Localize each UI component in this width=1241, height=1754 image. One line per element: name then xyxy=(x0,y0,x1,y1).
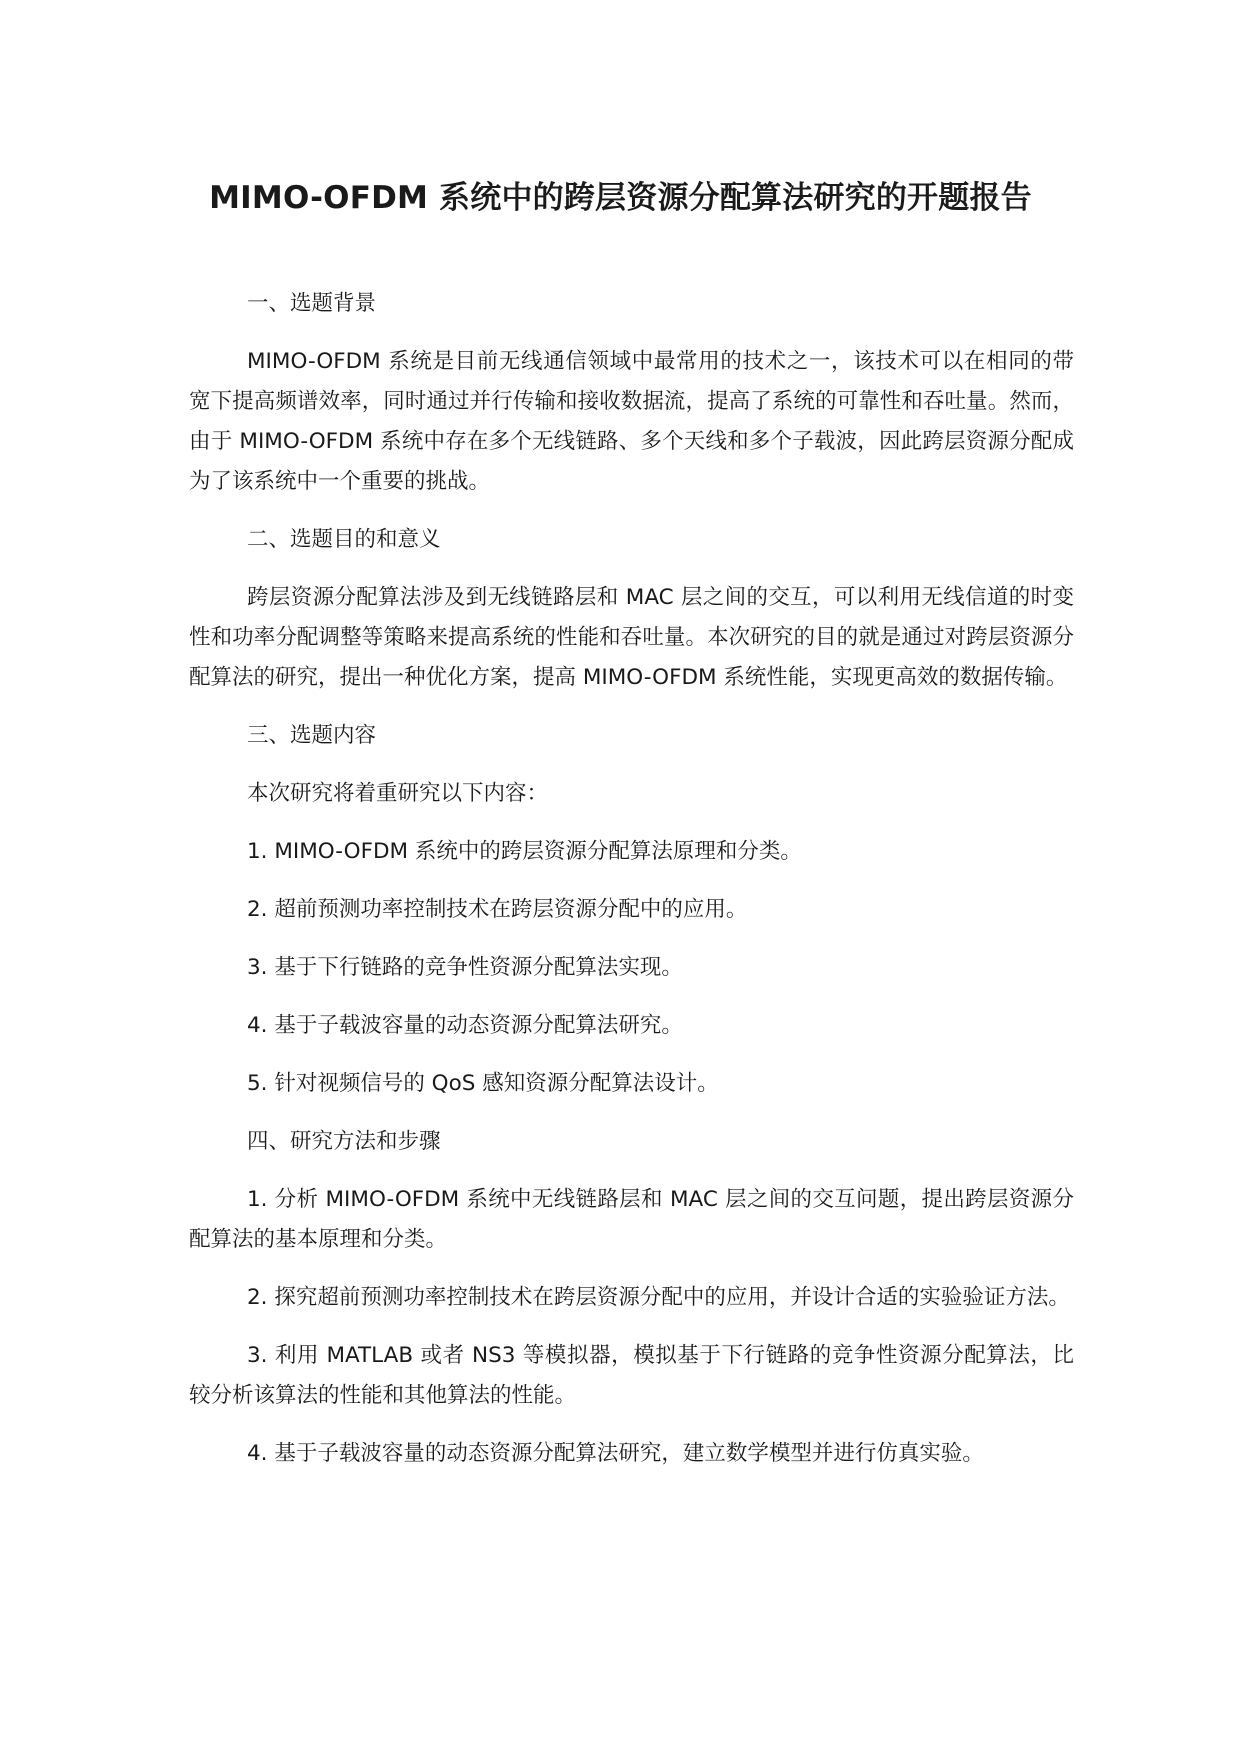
list-item: 3. 利用 MATLAB 或者 NS3 等模拟器，模拟基于下行链路的竞争性资源分配算法，比较分析该算法的性能和其他算法的性能。 xyxy=(189,1343,1074,1408)
list-item: 2. 超前预测功率控制技术在跨层资源分配中的应用。 xyxy=(247,897,748,922)
section-heading-purpose: 二、选题目的和意义 xyxy=(247,527,441,552)
list-item: 1. MIMO-OFDM 系统中的跨层资源分配算法原理和分类。 xyxy=(247,839,802,864)
document-body xyxy=(189,284,1074,1492)
list-item: 1. 分析 MIMO-OFDM 系统中无线链路层和 MAC 层之间的交互问题，提出跨层资源分配算法的基本原理和分类。 xyxy=(189,1187,1074,1252)
list-item: 3. 基于下行链路的竞争性资源分配算法实现。 xyxy=(247,955,683,980)
document-title: MIMO-OFDM 系统中的跨层资源分配算法研究的开题报告 xyxy=(209,180,1032,216)
section-heading-methods: 四、研究方法和步骤 xyxy=(247,1129,441,1154)
paragraph-content-intro: 本次研究将着重研究以下内容： xyxy=(247,781,549,806)
list-item: 5. 针对视频信号的 QoS 感知资源分配算法设计。 xyxy=(247,1071,719,1096)
list-item: 4. 基于子载波容量的动态资源分配算法研究。 xyxy=(247,1013,683,1038)
list-item: 2. 探究超前预测功率控制技术在跨层资源分配中的应用，并设计合适的实验验证方法。 xyxy=(247,1285,1070,1310)
list-item: 4. 基于子载波容量的动态资源分配算法研究，建立数学模型并进行仿真实验。 xyxy=(247,1441,984,1466)
paragraph-purpose: 跨层资源分配算法涉及到无线链路层和 MAC 层之间的交互，可以利用无线信道的时变性和功率分配调整等策略来提高系统的性能和吞吐量。本次研究的目的就是通过对跨层资源分配算法的研究，提出一种优化方案，提高 MIMO-OFDM 系统性能，实现更高效的数据传输。 xyxy=(189,585,1074,690)
section-heading-content: 三、选题内容 xyxy=(247,723,377,748)
paragraph-background: MIMO-OFDM 系统是目前无线通信领域中最常用的技术之一，该技术可以在相同的带宽下提高频谱效率，同时通过并行传输和接收数据流，提高了系统的可靠性和吞吐量。然而，由于 MIMO-OFDM 系统中存在多个无线链路、多个天线和多个子载波，因此跨层资源分配成为了该系统中一个重要的挑战。 xyxy=(189,349,1074,494)
section-heading-background: 一、选题背景 xyxy=(247,291,377,316)
